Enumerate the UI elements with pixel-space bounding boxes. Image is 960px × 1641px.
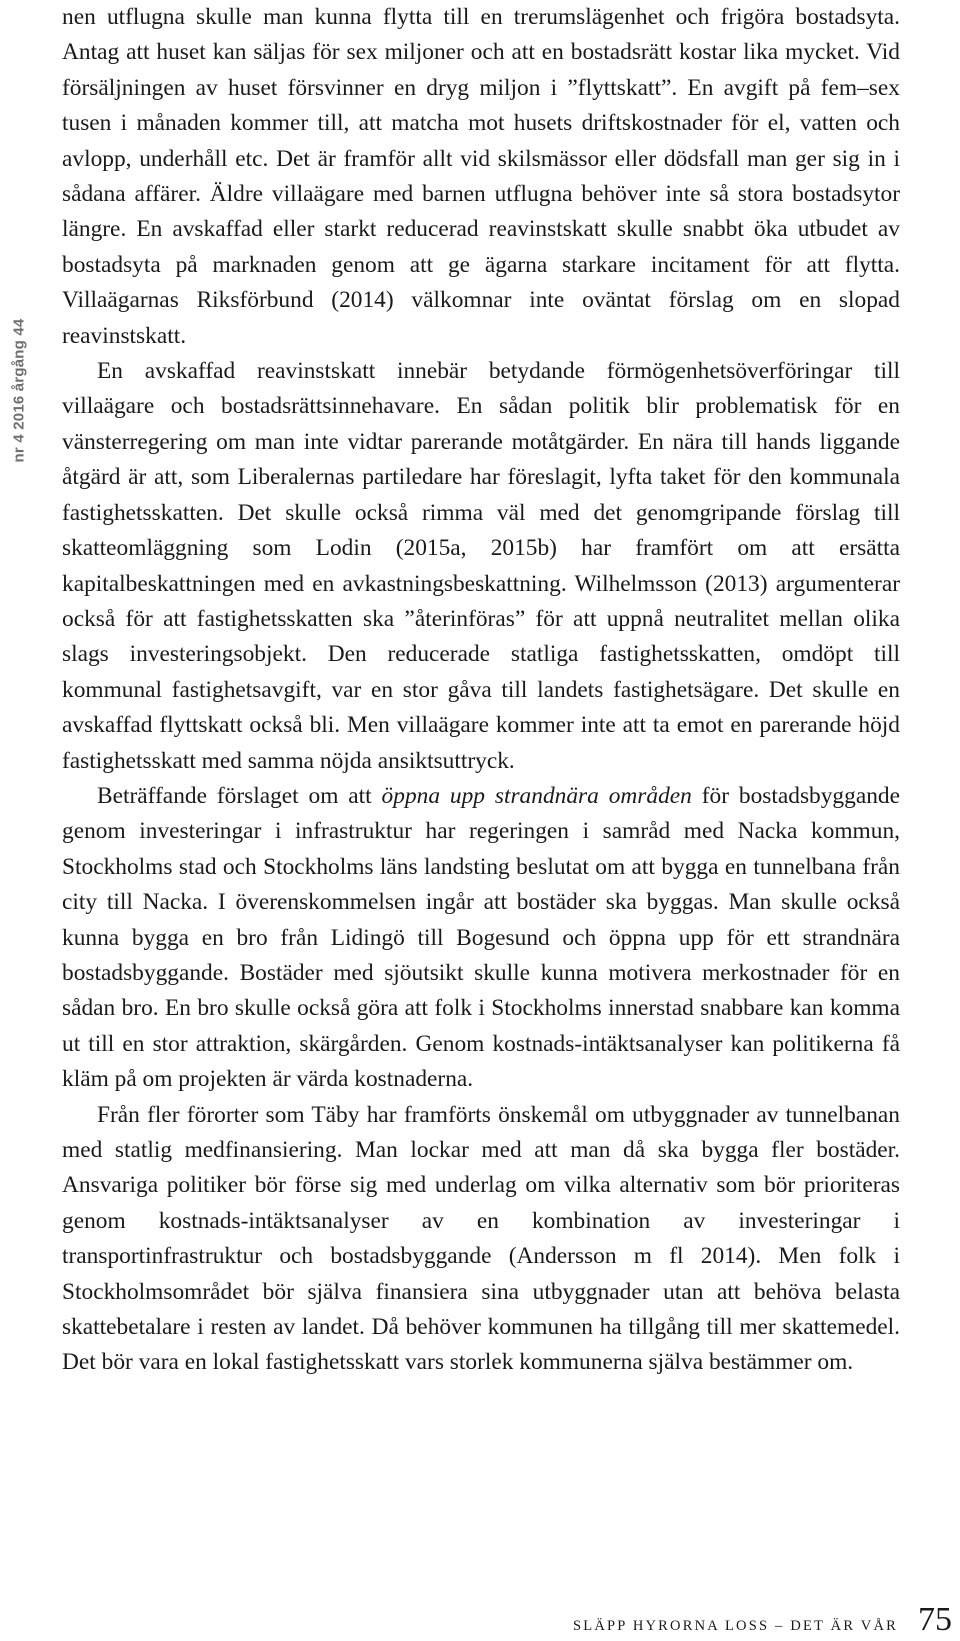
page-footer bbox=[573, 1601, 952, 1639]
paragraph-strandnara-rest: för bostadsbyggande genom investeringar i infrastruktur har regeringen i samråd med Nacka kommun, Stockholms stad och Stockholms läns landsting beslutat om att bygga en tunnelbana från city till Nacka. I överenskommelsen ingår att bostäder ska byggas. Man skulle också kunna bygga en bro från Lidingö till Bogesund och öppna upp för ett strandnära bostadsbyggande. Bostäder med sjöutsikt skulle kunna motivera merkostnader för en sådan bro. En bro skulle också göra att folk i Stockholms innerstad snabbare kan komma ut till en stor attraktion, skärgården. Genom kostnads-intäktsanalyser kan politikerna få kläm på om projekten är värda kostnaderna. bbox=[62, 782, 900, 1093]
paragraph-continuation: nen utflugna skulle man kunna flytta till en trerumslägenhet och frigöra bostadsyta. Antag att huset kan säljas för sex miljoner och att en bostadsrätt kostar lika mycket. Vid försäljningen av huset försvinner en dryg miljon i ”flyttskatt”. En avgift på fem–sex tusen i månaden kommer till, att matcha mot husets driftskostnader för el, vatten och avlopp, underhåll etc. Det är framför allt vid skilsmässor eller dödsfall man ger sig in i sådana affärer. Äldre villaägare med barnen utflugna behöver inte så stora bostadsytor längre. En avskaffad eller starkt reducerad reavinstskatt skulle snabbt öka utbudet av bostadsyta på marknaden genom att ge ägarna starkare incitament för att flytta. Villaägarnas Riksförbund (2014) välkomnar inte oväntat förslag om en slopad reavinstskatt. bbox=[62, 4, 900, 349]
paragraph-strandnara-emphasis: öppna upp strandnära områden bbox=[381, 782, 692, 809]
running-title: SLÄPP HYRORNA LOSS – DET ÄR VÅR bbox=[573, 1618, 898, 1634]
paragraph-strandnara bbox=[62, 779, 900, 1098]
paragraph-forortter: Från fler förorter som Täby har framförts önskemål om utbyggnader av tunnelbanan med statlig medfinansiering. Man lockar med att man då ska bygga fler bostäder. Ansvariga politiker bör förse sig med underlag om vilka alternativ som bör prioriteras genom kostnads-intäktsanalyser av en kombination av investeringar i transportinfrastruktur och bostadsbyggande (Andersson m fl 2014). Men folk i Stockholmsområdet bör själva finansiera sina utbyggnader utan att behöva belasta skattebetalare i resten av landet. Då behöver kommunen ha tillgång till mer skattemedel. Det bör vara en lokal fastighetsskatt vars storlek kommunerna själva bestämmer om. bbox=[62, 1101, 900, 1376]
page-number: 75 bbox=[918, 1601, 952, 1638]
paragraph-reavinstskatt: En avskaffad reavinstskatt innebär betydande förmögenhetsöverföringar till villaägare och bostadsrättsinnehavare. En sådan politik blir problematisk för en vänsterregering om man inte vidtar parerande motåtgärder. En nära till hands liggande åtgärd är att, som Liberalernas partiledare har föreslagit, lyfta taket för den kommunala fastighetsskatten. Det skulle också rimma väl med det genomgripande förslag till skatteomläggning som Lodin (2015a, 2015b) har framfört om att ersätta kapitalbeskattningen med en avkastningsbeskattning. Wilhelmsson (2013) argumenterar också för att fastighetsskatten ska ”återinföras” för att uppnå neutralitet mellan olika slags investeringsobjekt. Den reducerade statliga fastighetsskatten, omdöpt till kommunal fastighetsavgift, var en stor gåva till landets fastighetsägare. Det skulle en avskaffad flyttskatt också bli. Men villaägare kommer inte att ta emot en parerande höjd fastighetsskatt med samma nöjda ansiktsuttryck. bbox=[62, 358, 900, 774]
issue-sidebar-label bbox=[4, 290, 34, 490]
article-body bbox=[62, 0, 900, 1381]
issue-label-text: nr 4 2016 årgång 44 bbox=[10, 318, 28, 462]
paragraph-strandnara-lead: Beträffande förslaget om att bbox=[97, 782, 382, 809]
